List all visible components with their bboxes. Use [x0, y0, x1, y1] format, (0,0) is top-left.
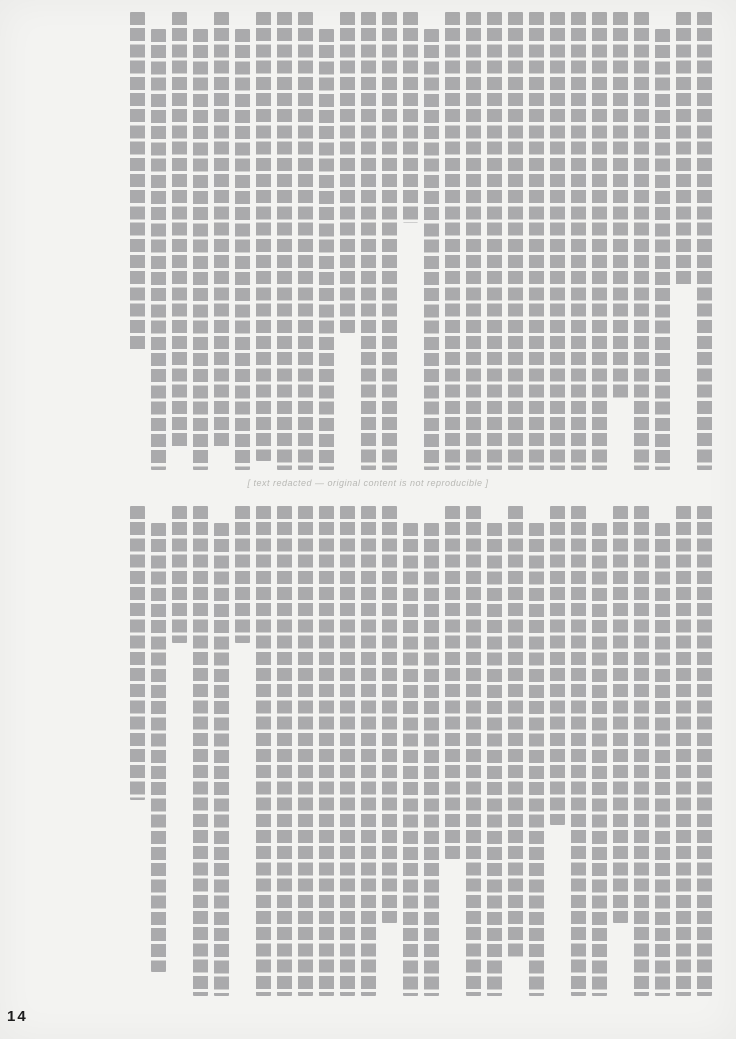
- redacted-text-column: [277, 12, 292, 470]
- redacted-text-column: [361, 506, 376, 996]
- redacted-text-column: [613, 12, 628, 401]
- page-number: 14: [7, 1008, 28, 1025]
- redacted-text-column: [592, 12, 607, 470]
- redacted-text-column: [550, 506, 565, 825]
- redacted-text-column: [130, 12, 145, 351]
- redacted-text-column: [298, 506, 313, 996]
- redacted-text-column: [340, 506, 355, 996]
- redacted-text-column: [382, 12, 397, 470]
- redacted-text-column: [571, 506, 586, 996]
- redaction-notice: [ text redacted — original content is not reproducible ]: [247, 478, 489, 488]
- redacted-text-column: [235, 506, 250, 643]
- redacted-text-column: [529, 523, 544, 996]
- redacted-text-column: [697, 506, 712, 996]
- redacted-text-column: [151, 523, 166, 972]
- redacted-text-column: [550, 12, 565, 470]
- redacted-text-column: [193, 506, 208, 996]
- redacted-text-column: [613, 506, 628, 923]
- redacted-text-column: [298, 12, 313, 470]
- redacted-text-column: [466, 506, 481, 996]
- redacted-text-column: [508, 12, 523, 470]
- redacted-text-column: [256, 506, 271, 996]
- redacted-text-column: [676, 506, 691, 996]
- vertical-text-block-bottom: [130, 506, 712, 996]
- vertical-text-block-top: [130, 12, 712, 470]
- redacted-text-column: [529, 12, 544, 470]
- redacted-text-column: [214, 12, 229, 447]
- redacted-text-column: [487, 12, 502, 470]
- redacted-text-column: [319, 506, 334, 996]
- redacted-text-column: [172, 12, 187, 447]
- redacted-text-column: [655, 523, 670, 996]
- redacted-text-column: [508, 506, 523, 957]
- redacted-text-column: [634, 506, 649, 996]
- redacted-text-column: [235, 29, 250, 470]
- redacted-text-column: [277, 506, 292, 996]
- redacted-text-column: [424, 523, 439, 996]
- redacted-text-column: [466, 12, 481, 470]
- redacted-text-column: [571, 12, 586, 470]
- redacted-text-column: [445, 506, 460, 859]
- redacted-text-column: [655, 29, 670, 470]
- redacted-text-column: [151, 29, 166, 470]
- redacted-text-column: [130, 506, 145, 800]
- redacted-text-column: [361, 12, 376, 470]
- redacted-text-column: [445, 12, 460, 470]
- redacted-text-column: [592, 523, 607, 996]
- redacted-text-column: [340, 12, 355, 333]
- redacted-text-column: [403, 12, 418, 223]
- redacted-text-column: [634, 12, 649, 470]
- redacted-text-column: [256, 12, 271, 461]
- redacted-text-column: [487, 523, 502, 996]
- redacted-text-column: [319, 29, 334, 470]
- redacted-text-column: [214, 523, 229, 996]
- redacted-text-column: [676, 12, 691, 287]
- redacted-text-column: [403, 523, 418, 996]
- redacted-text-column: [697, 12, 712, 470]
- redacted-text-column: [382, 506, 397, 923]
- redacted-text-column: [172, 506, 187, 643]
- redacted-text-column: [193, 29, 208, 470]
- redacted-text-column: [424, 29, 439, 470]
